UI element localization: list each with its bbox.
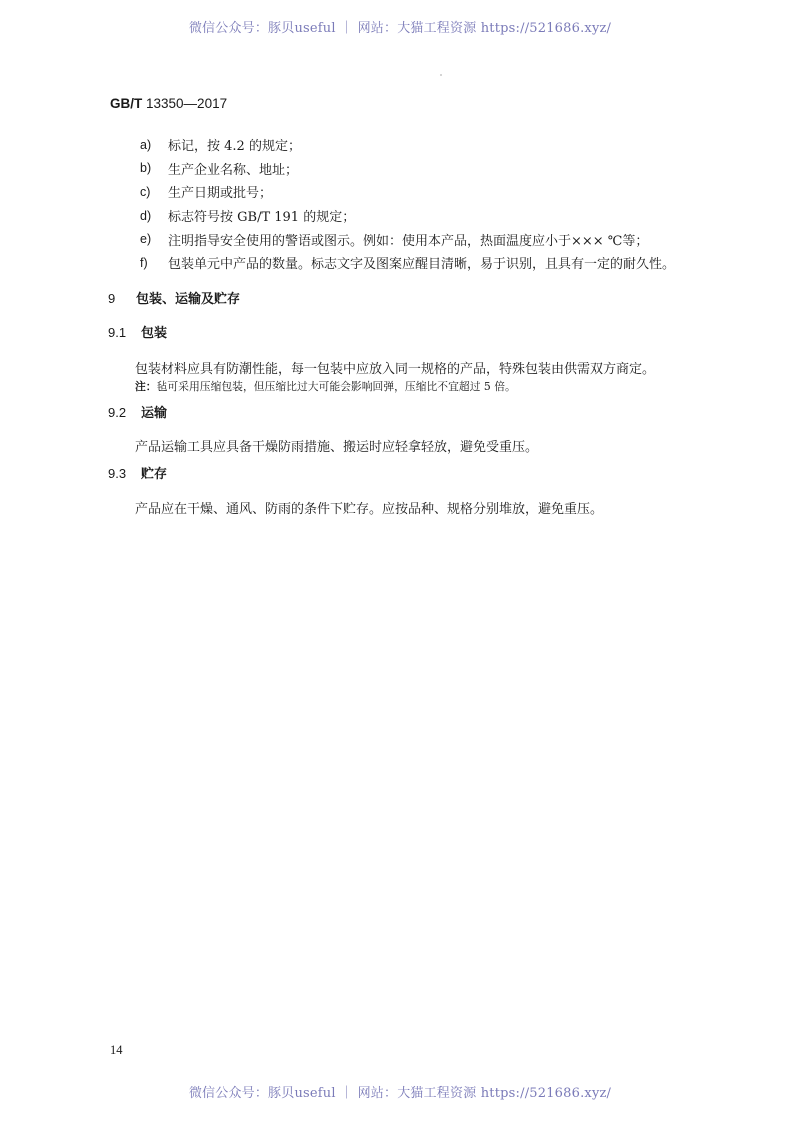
standard-code [110,96,227,111]
list-marker: c) [140,184,151,199]
list-item [140,251,675,275]
list-marker: f) [140,255,148,270]
section-title: 贮存 [141,467,168,482]
section-number: 9 [108,291,116,306]
list-marker: d) [140,208,152,223]
list-item [140,227,675,251]
list-item [140,157,675,181]
section-heading-9-2 [108,402,167,421]
scan-speck [440,74,442,76]
list-marker: a) [140,137,152,152]
list-item-text: 生产日期或批号； [168,186,273,202]
standard-number: 13350—2017 [146,96,228,111]
section-title: 包装 [141,326,168,341]
section-9-1-note [135,379,516,394]
page-number: 14 [110,1043,123,1057]
section-number: 9.1 [108,325,127,340]
list-item-text: 标志符号按 GB/T 191 的规定； [168,210,356,226]
list-item [140,180,675,204]
section-number: 9.3 [108,466,127,481]
section-title: 运输 [141,406,168,421]
note-label: 注： [135,380,157,393]
section-number: 9.2 [108,405,127,420]
section-9-3-body: 产品应在干燥、通风、防雨的条件下贮存。应按品种、规格分别堆放，避免重压。 [135,502,604,517]
section-title: 包装、运输及贮存 [136,292,241,307]
section-heading-9-3 [108,463,167,482]
marking-list [140,133,675,275]
watermark-top: 微信公众号：豚贝useful ｜ 网站：大猫工程资源 https://521686.xyz/ [188,21,612,36]
list-item-text: 生产企业名称、地址； [168,162,299,178]
list-item-text: 包装单元中产品的数量。标志文字及图案应醒目清晰，易于识别，且具有一定的耐久性。 [168,257,676,273]
section-9-2-body: 产品运输工具应具备干燥防雨措施、搬运时应轻拿轻放，避免受重压。 [135,440,539,455]
note-text: 毡可采用压缩包装，但压缩比过大可能会影响回弹，压缩比不宜超过 5 倍。 [156,380,516,393]
section-heading-9-1 [108,322,167,341]
section-heading-9 [108,288,240,307]
list-marker: b) [140,161,152,176]
list-item [140,204,675,228]
watermark-bottom: 微信公众号：豚贝useful ｜ 网站：大猫工程资源 https://521686.xyz/ [188,1086,612,1101]
list-item-text: 标记，按 4.2 的规定； [168,139,301,155]
standard-prefix: GB/T [110,96,143,111]
list-item [140,133,675,157]
section-9-1-body: 包装材料应具有防潮性能，每一包装中应放入同一规格的产品，特殊包装由供需双方商定。 [135,362,656,377]
list-marker: e) [140,232,152,247]
list-item-text: 注明指导安全使用的警语或图示。例如：使用本产品，热面温度应小于××× ℃等； [168,233,649,249]
